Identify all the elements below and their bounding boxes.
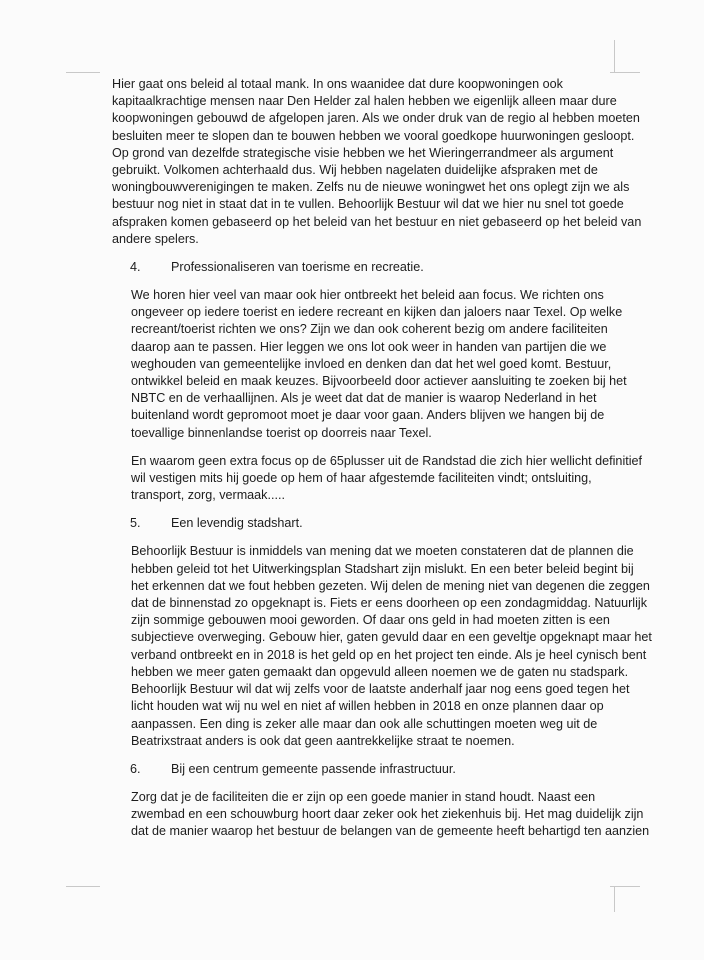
page-corner-mark-bottom-left [66, 886, 100, 887]
text-line: subjectieve overweging. Gebouw hier, gaten gevuld daar en een geveltje opgeknapt maar het [131, 630, 652, 645]
text-line: dat de binnenstad zo opgeknapt is. Fiets er eens doorheen op een zondagmiddag. Natuurlijk [131, 596, 647, 611]
text-line: het erkennen dat we fout hebben gezeten. Wij delen de mening niet van degenen die zeggen [131, 578, 650, 593]
text-line: andere spelers. [112, 231, 199, 246]
text-line: dat de manier waarop het bestuur de belangen van de gemeente heeft behartigd ten aanzien [131, 824, 650, 839]
text-line: buitenland wordt gepromoot moet je daar voor gaan. Anders blijven we hangen bij de [131, 408, 605, 423]
section-number: 4. [130, 260, 141, 275]
text-line: toevallige binnenlandse toerist op doorreis naar Texel. [131, 425, 432, 440]
text-line: ongeveer op iedere toerist en iedere recreant en kijken dan jaloers naar Texel. Op welke [131, 305, 623, 320]
text-line: hebben we meer gaten gemaakt dan opgevuld alleen noemen we de gaten nu stadspark. [131, 664, 629, 679]
text-line: bestuur nog niet in staat dat in te vullen. Behoorlijk Bestuur wil dat we hier nu snel tot goede [112, 197, 624, 212]
text-line: zwembad en een schouwburg hoort daar zeker ook het ziekenhuis bij. Het mag duidelijk zijn [131, 807, 644, 822]
text-line: koopwoningen gebouwd de afgelopen jaren. Als we onder druk van de regio al hebben moeten [112, 111, 640, 126]
page-corner-mark-top-left [66, 72, 100, 73]
text-line: daarop aan te passen. Hier leggen we ons lot ook weer in handen van partijen die we [131, 339, 607, 354]
text-line: woningbouwverenigingen te maken. Zelfs nu de nieuwe woningwet het ons oplegt zijn we als [112, 180, 630, 195]
text-line: Op grond van dezelfde strategische visie hebben we het Wieringerrandmeer als argument [112, 145, 614, 160]
section-title: Bij een centrum gemeente passende infrastructuur. [171, 761, 456, 776]
paragraph [131, 287, 627, 442]
text-line: verband ontbreekt en in 2018 is het geld op en het project ten einde. Als je heel cynisch bent [131, 647, 647, 662]
section-heading [112, 761, 608, 778]
text-line: ontwikkel beleid en maak keuzes. Bijvoorbeeld door actiever aansluiting te zoeken bij het [131, 374, 627, 389]
text-line: weghouden van gemeentelijke invloed en denken dan dat het wel goed komt. Bestuur, [131, 356, 612, 371]
text-line: afspraken komen gebaseerd op het beleid van het bestuur en niet gebaseerd op het beleid van [112, 214, 642, 229]
section-number: 6. [130, 761, 141, 776]
text-line: Zorg dat je de faciliteiten die er zijn op een goede manier in stand houdt. Naast een [131, 789, 596, 804]
text-line: licht houden wat wij nu wel en niet af willen hebben in 2018 en onze plannen daar op [131, 699, 604, 714]
text-line: Behoorlijk Bestuur is inmiddels van mening dat we moeten constateren dat de plannen die [131, 544, 634, 559]
document-body [112, 76, 652, 852]
text-line: gebruikt. Volkomen achterhaald dus. Wij hebben nagelaten duidelijke afspraken met de [112, 163, 598, 178]
text-line: hebben geleid tot het Uitwerkingsplan Stadshart zijn mislukt. En een beter beleid begint bij [131, 561, 634, 576]
text-line: besluiten meer te slopen dan te bouwen hebben we vooral goedkope huurwoningen gesloopt. [112, 128, 635, 143]
page-corner-mark-top-right [610, 72, 640, 73]
text-line: zijn sommige gebouwen mooi geworden. Of daar ons geld in had moeten zitten is een [131, 613, 610, 628]
page-corner-mark-bottom-right-vertical [614, 886, 615, 912]
text-line: recreant/toerist richten we ons? Zijn we dan ook coherent bezig om andere faciliteiten [131, 322, 608, 337]
text-line: Behoorlijk Bestuur wil dat wij zelfs voor de laatste anderhalf jaar nog eens goed tegen het [131, 682, 630, 697]
text-line: En waarom geen extra focus op de 65plusser uit de Randstad die zich hier wellicht definitief [131, 453, 643, 468]
text-line: NBTC en de verhaallijnen. Als je weet dat dat de manier is waarop Nederland in het [131, 391, 597, 406]
text-line: Beatrixstraat anders is ook dat geen aantrekkelijke straat te noemen. [131, 733, 515, 748]
paragraph [131, 543, 652, 749]
section-heading [112, 515, 608, 532]
text-line: kapitaalkrachtige mensen naar Den Helder zal halen hebben we eigenlijk alleen maar dure [112, 94, 617, 109]
text-line: Hier gaat ons beleid al totaal mank. In ons waanidee dat dure koopwoningen ook [112, 77, 563, 91]
text-line: transport, zorg, vermaak..... [131, 488, 285, 503]
paragraph [112, 76, 642, 248]
paragraph [131, 453, 643, 505]
text-line: We horen hier veel van maar ook hier ontbreekt het beleid aan focus. We richten ons [131, 288, 604, 303]
section-title: Een levendig stadshart. [171, 516, 303, 531]
text-line: aanpassen. Een ding is zeker alle maar dan ook alle schuttingen moeten weg uit de [131, 716, 598, 731]
page-corner-mark-top-right-vertical [614, 40, 615, 72]
section-number: 5. [130, 516, 141, 531]
text-line: wil vestigen mits hij goede op hem of haar afgestemde faciliteiten vindt; ontsluiting, [131, 471, 592, 486]
section-title: Professionaliseren van toerisme en recreatie. [171, 260, 424, 275]
section-heading [112, 259, 608, 276]
paragraph [131, 789, 650, 841]
